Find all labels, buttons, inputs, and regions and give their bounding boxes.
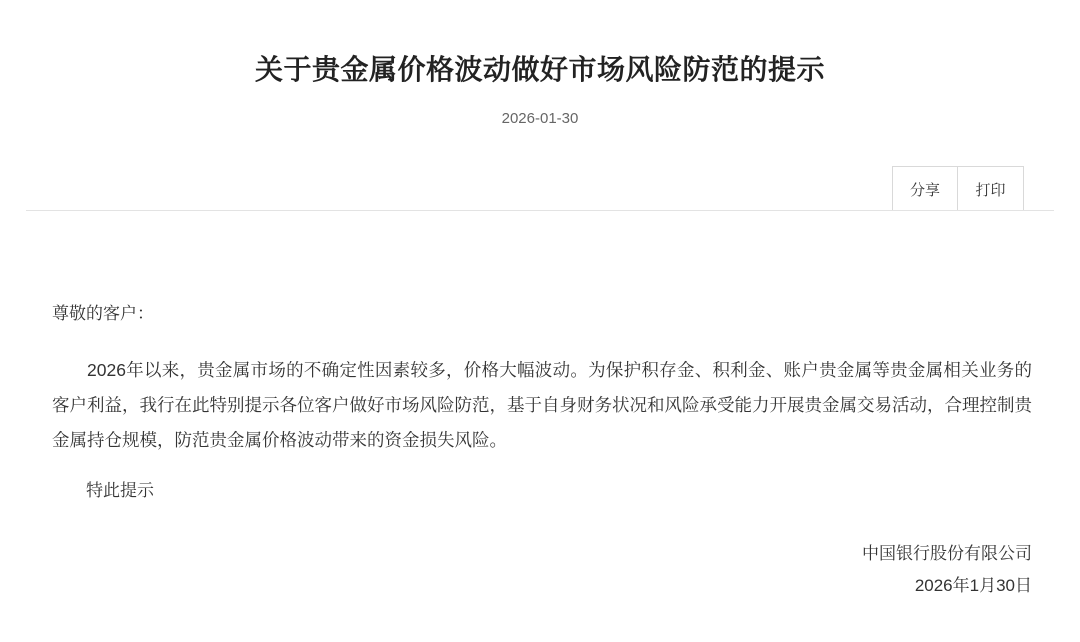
signature-organization: 中国银行股份有限公司 <box>862 544 1032 563</box>
signature-block <box>862 538 1032 603</box>
page-title: 关于贵金属价格波动做好市场风险防范的提示 <box>254 54 825 85</box>
signature-date: 2026年1月30日 <box>914 576 1032 596</box>
body-paragraph: 2026年以来，贵金属市场的不确定性因素较多，价格大幅波动。为保护积存金、积利金、账户贵金属等贵金属相关业务的客户利益，我行在此特别提示各位客户做好市场风险防范，基于自身财务状况和风险承受能力开展贵金属交易活动，合理控制贵金属持仓规模，防范贵金属价格波动带来的资金损失风险。 <box>52 360 1032 451</box>
header-divider <box>26 210 1054 211</box>
print-button[interactable]: 打印 <box>958 167 1023 211</box>
closing-text: 特此提示 <box>86 481 154 501</box>
document-body <box>52 300 1032 507</box>
share-button[interactable]: 分享 <box>893 167 958 211</box>
publish-date: 2026-01-30 <box>501 110 579 128</box>
document-toolbar <box>892 166 1024 211</box>
salutation-text: 尊敬的客户： <box>52 304 154 323</box>
